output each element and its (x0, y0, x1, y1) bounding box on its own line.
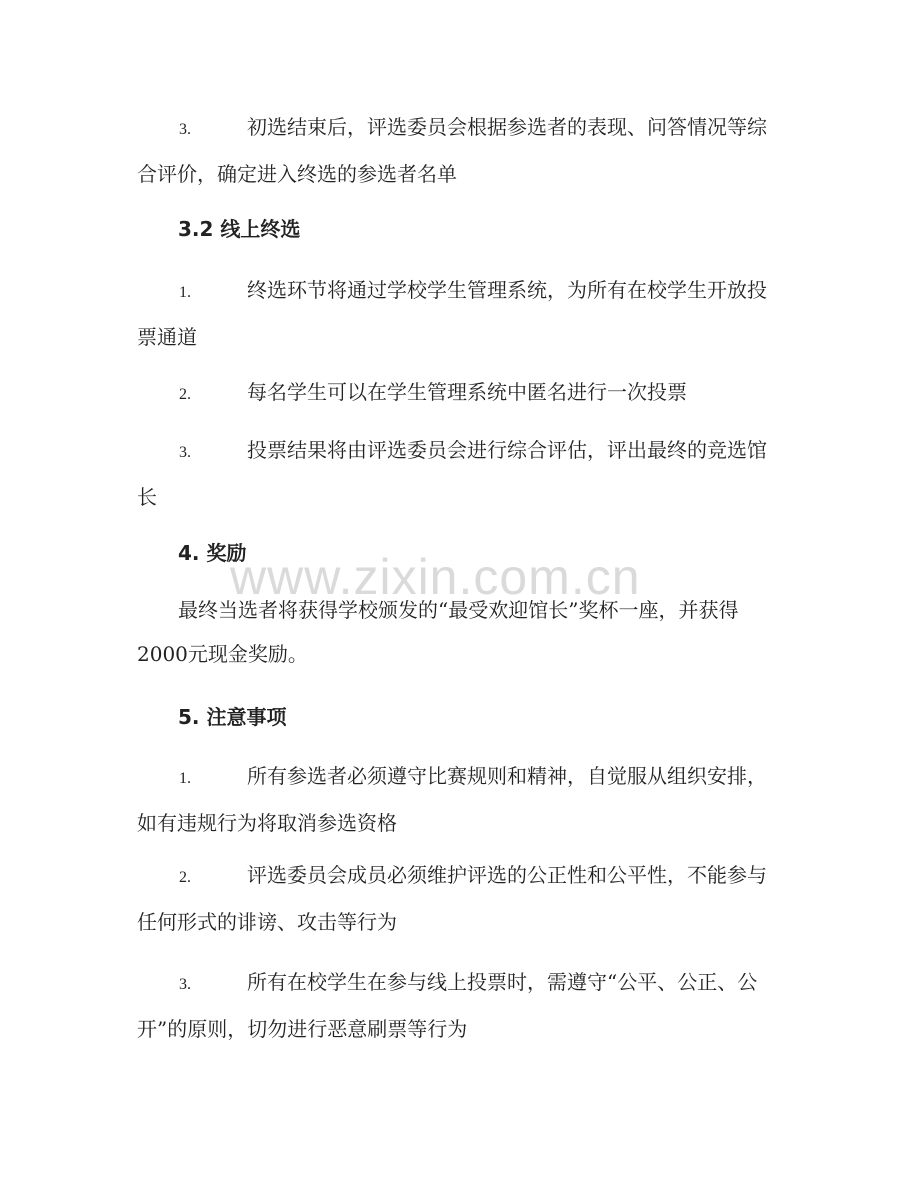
list-item-number: 3. (179, 976, 191, 993)
list-item-text: 终选环节将通过学校学生管理系统，为所有在校学生开放投票通道 (137, 278, 767, 349)
list-item (137, 853, 777, 944)
list-item-number: 2. (179, 869, 191, 886)
list-item-text: 评选委员会成员必须维护评选的公正性和公平性，不能参与任何形式的诽谤、攻击等行为 (137, 863, 767, 934)
list-item (137, 428, 777, 519)
list-item (137, 370, 777, 417)
list-item (137, 960, 777, 1051)
list-item (137, 105, 777, 196)
list-item (137, 754, 777, 845)
list-item (137, 268, 777, 359)
body-paragraph: 最终当选者将获得学校颁发的“最受欢迎馆长”奖杯一座，并获得2000元现金奖励。 (137, 598, 739, 666)
section-heading: 4. 奖励 (178, 541, 247, 565)
list-item-text: 所有在校学生在参与线上投票时，需遵守“公平、公正、公开”的原则，切勿进行恶意刷票等行为 (137, 970, 758, 1041)
list-item-number: 2. (179, 386, 191, 403)
list-item-number: 3. (179, 444, 191, 461)
section-heading: 5. 注意事项 (178, 705, 287, 729)
list-item-text: 投票结果将由评选委员会进行综合评估，评出最终的竞选馆长 (137, 438, 767, 509)
list-item-number: 1. (179, 284, 191, 301)
list-item-text: 每名学生可以在学生管理系统中匿名进行一次投票 (247, 380, 687, 404)
list-item-number: 1. (179, 770, 191, 787)
list-item-number: 3. (179, 121, 191, 138)
watermark: www.zixin.com.cn (230, 549, 641, 605)
list-item-text: 所有参选者必须遵守比赛规则和精神，自觉服从组织安排，如有违规行为将取消参选资格 (137, 764, 767, 835)
section-heading: 3.2 线上终选 (178, 217, 301, 241)
list-item-text: 初选结束后，评选委员会根据参选者的表现、问答情况等综合评价，确定进入终选的参选者名单 (137, 115, 767, 186)
